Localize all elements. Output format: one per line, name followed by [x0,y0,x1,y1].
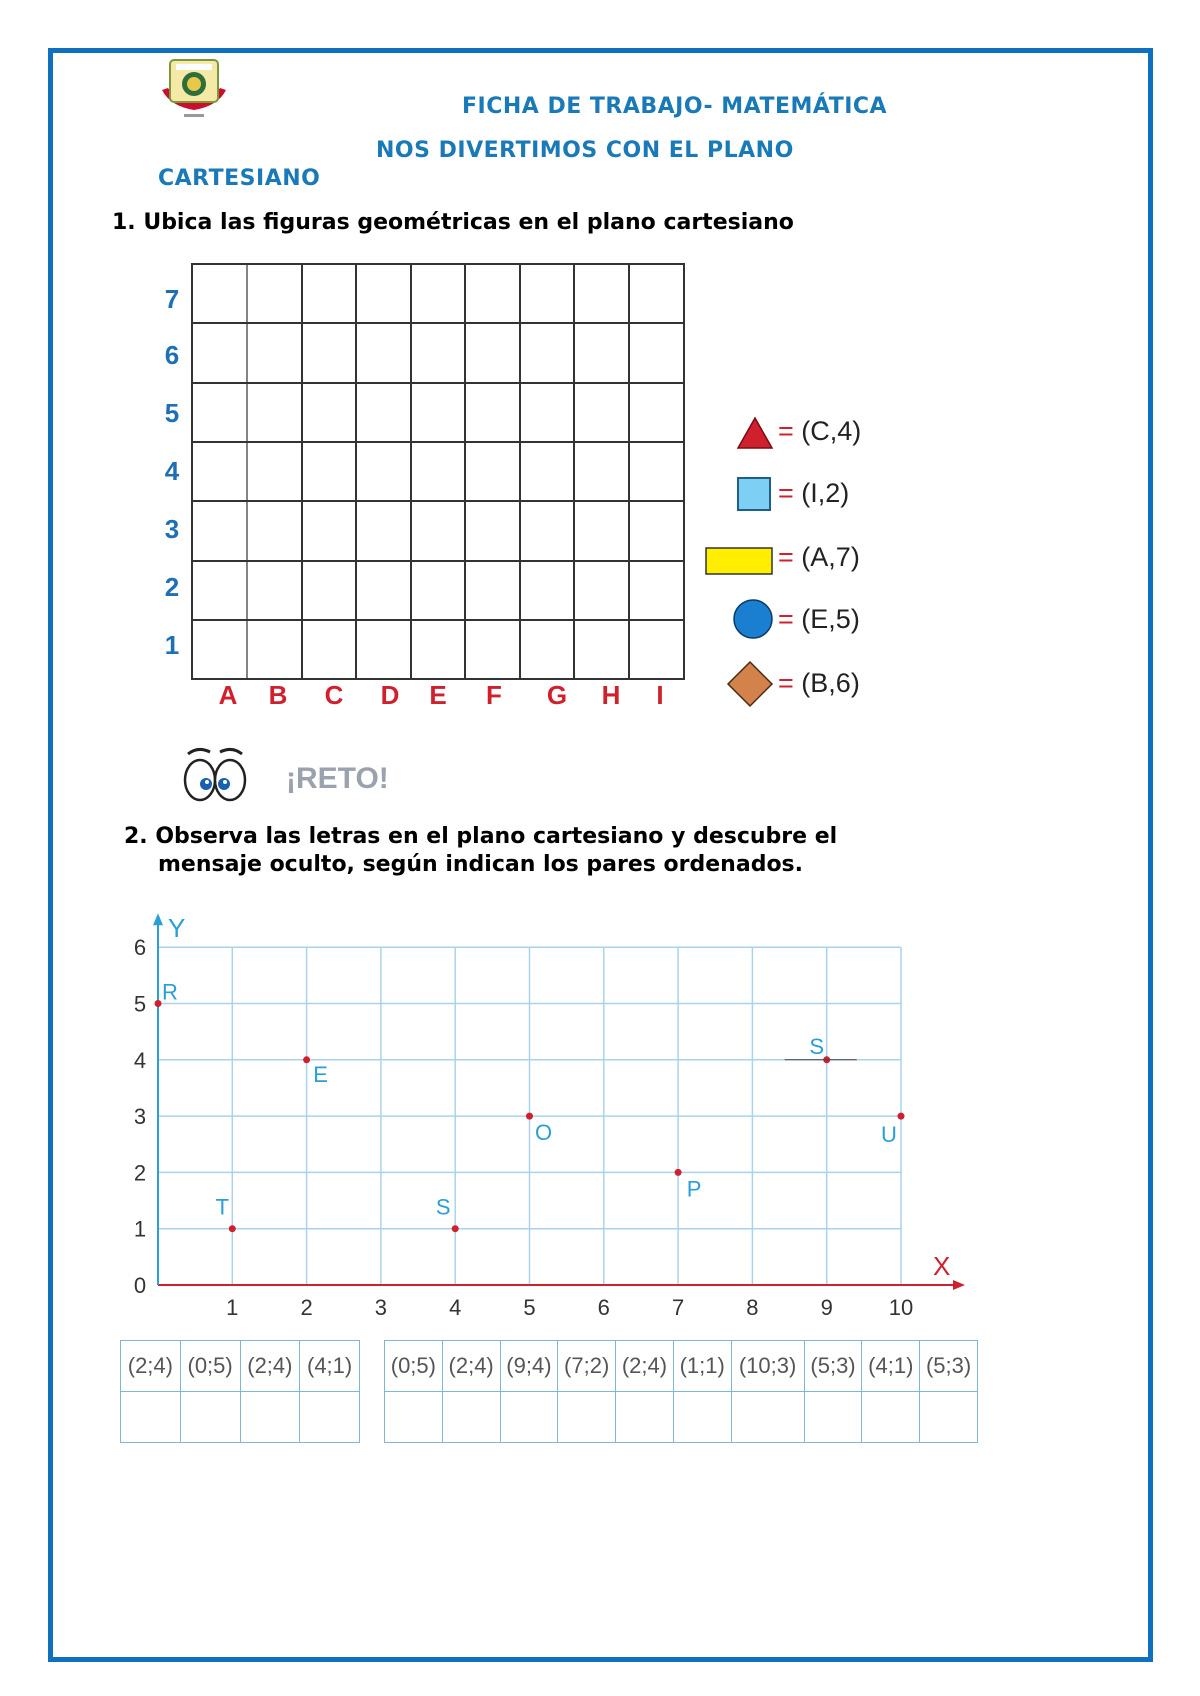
col-label-C: C [324,680,344,710]
title-line-3: CARTESIANO [158,166,321,191]
y-axis-arrow [153,913,163,925]
answer-cell[interactable] [558,1392,616,1443]
answer-cell[interactable] [180,1392,240,1443]
triangle-icon [736,416,774,450]
x-tick-label: 10 [888,1295,914,1320]
row-label-3: 3 [164,514,180,544]
pair-cell: (10;3) [731,1341,804,1392]
point-u [898,1113,905,1120]
x-tick-label: 8 [746,1295,759,1320]
legend-square-label: (I,2) [801,478,850,508]
point-label: S [435,1194,451,1220]
point-s [452,1225,459,1232]
pair-cell: (2;4) [616,1341,674,1392]
answer-cell[interactable] [300,1392,360,1443]
row-label-6: 6 [164,340,180,370]
cartesian-plane [100,905,1000,1325]
x-tick-label: 1 [226,1295,239,1320]
answer-cell[interactable] [673,1392,731,1443]
answer-cell[interactable] [442,1392,500,1443]
row-label-5: 5 [164,398,180,428]
row-label-1: 1 [164,630,180,660]
x-tick-label: 3 [374,1295,388,1320]
legend-circle-label: (E,5) [801,604,860,634]
pair-cell: (4;1) [862,1341,920,1392]
pair-cell: (5;3) [804,1341,862,1392]
rectangle-icon [704,546,774,576]
title-line-2: NOS DIVERTIMOS CON EL PLANO [376,138,794,163]
equals-sign: = [778,604,794,634]
y-tick-label: 3 [133,1104,147,1130]
square-icon [736,476,772,512]
point-label: P [686,1176,702,1202]
pair-cell: (0;5) [385,1341,443,1392]
legend-diamond [778,668,860,699]
answer-table-2 [384,1340,978,1443]
point-label: T [215,1194,230,1220]
answer-cell[interactable] [385,1392,443,1443]
answer-cell[interactable] [121,1392,181,1443]
y-tick-label: 2 [133,1160,147,1186]
row-label-7: 7 [164,284,180,314]
answer-cell[interactable] [731,1392,804,1443]
pair-cell: (2;4) [121,1341,181,1392]
x-axis-arrow [953,1280,965,1290]
y-tick-label: 4 [133,1047,147,1073]
y-tick-label: 6 [133,935,147,961]
col-label-G: G [546,680,568,710]
point-t [229,1225,236,1232]
equals-sign: = [778,542,794,572]
col-label-A: A [218,680,238,710]
point-e [303,1056,310,1063]
equals-sign: = [778,668,794,698]
legend-triangle [778,416,861,447]
x-axis-label: X [933,1251,951,1281]
eyes-icon [180,744,250,806]
x-tick-label: 7 [671,1295,685,1320]
question-2-line-1: 2. Observa las letras en el plano cartesiano y descubre el [124,824,838,849]
question-2-line-2: mensaje oculto, según indican los pares ordenados. [158,852,804,877]
circle-icon [732,598,774,640]
legend-triangle-label: (C,4) [801,416,862,446]
col-label-H: H [601,680,621,710]
point-o [526,1113,533,1120]
x-tick-label: 4 [449,1295,462,1320]
answer-cell[interactable] [616,1392,674,1443]
pair-cell: (4;1) [300,1341,360,1392]
pair-cell: (9;4) [500,1341,558,1392]
legend-diamond-label: (B,6) [801,668,860,698]
pair-cell: (7;2) [558,1341,616,1392]
col-label-F: F [486,680,502,710]
answer-cell[interactable] [920,1392,978,1443]
y-tick-label: 5 [133,991,147,1017]
x-tick-label: 5 [523,1295,536,1320]
point-label: S [809,1033,825,1059]
equals-sign: = [778,416,794,446]
row-label-4: 4 [164,456,180,486]
answer-table-1 [120,1340,360,1443]
diamond-icon [726,660,774,708]
legend-rectangle [778,542,860,573]
answer-cell[interactable] [240,1392,300,1443]
y-axis-label: Y [168,913,186,944]
pair-cell: (1;1) [673,1341,731,1392]
title-line-1: FICHA DE TRABAJO- MATEMÁTICA [462,94,888,119]
pair-cell: (2;4) [442,1341,500,1392]
x-tick-label: 6 [597,1295,610,1320]
legend-square [778,478,849,509]
col-label-D: D [380,680,400,710]
point-label: E [313,1061,328,1087]
col-label-B: B [268,680,288,710]
answer-cell[interactable] [500,1392,558,1443]
pair-cell: (0;5) [180,1341,240,1392]
point-label: U [881,1122,897,1148]
col-label-E: E [429,680,447,710]
point-label: O [534,1120,553,1146]
challenge-label: ¡RETO! [286,762,389,795]
legend-rectangle-label: (A,7) [801,542,860,572]
col-label-I: I [656,680,664,710]
answer-cell[interactable] [862,1392,920,1443]
x-tick-label: 2 [300,1295,313,1320]
point-label: R [162,979,178,1005]
pair-cell: (5;3) [920,1341,978,1392]
equals-sign: = [778,478,794,508]
row-label-2: 2 [164,572,180,602]
pair-cell: (2;4) [240,1341,300,1392]
y-tick-label: 1 [133,1216,147,1242]
point-r [155,1000,162,1007]
x-tick-label: 9 [820,1295,833,1320]
question-1: 1. Ubica las figuras geométricas en el plano cartesiano [112,210,794,235]
point-p [675,1169,682,1176]
legend-circle [778,604,860,635]
y-tick-label: 0 [133,1273,147,1298]
school-logo [160,54,228,120]
answer-cell[interactable] [804,1392,862,1443]
letter-grid [190,262,687,682]
